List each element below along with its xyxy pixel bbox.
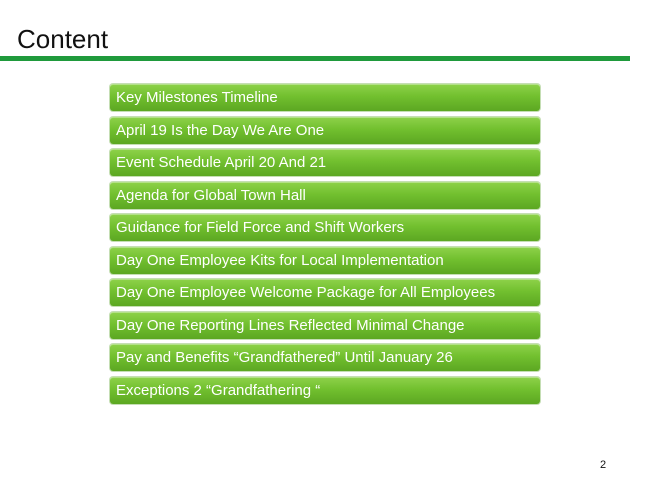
content-item-april-19[interactable]: April 19 Is the Day We Are One: [110, 117, 540, 144]
content-item-town-hall-agenda[interactable]: Agenda for Global Town Hall: [110, 182, 540, 209]
content-item-employee-kits[interactable]: Day One Employee Kits for Local Implementation: [110, 247, 540, 274]
content-item-key-milestones[interactable]: Key Milestones Timeline: [110, 84, 540, 111]
content-list: [110, 84, 540, 409]
page-number: 2: [600, 459, 607, 471]
content-item-field-force-guidance[interactable]: Guidance for Field Force and Shift Workers: [110, 214, 540, 241]
content-item-welcome-package[interactable]: Day One Employee Welcome Package for All Employees: [110, 279, 540, 306]
content-item-reporting-lines[interactable]: Day One Reporting Lines Reflected Minimal Change: [110, 312, 540, 339]
content-item-event-schedule[interactable]: Event Schedule April 20 And 21: [110, 149, 540, 176]
content-item-pay-benefits[interactable]: Pay and Benefits “Grandfathered” Until January 26: [110, 344, 540, 371]
slide-title: Content: [17, 24, 109, 54]
title-underline: [0, 56, 630, 61]
content-item-exceptions[interactable]: Exceptions 2 “Grandfathering “: [110, 377, 540, 404]
